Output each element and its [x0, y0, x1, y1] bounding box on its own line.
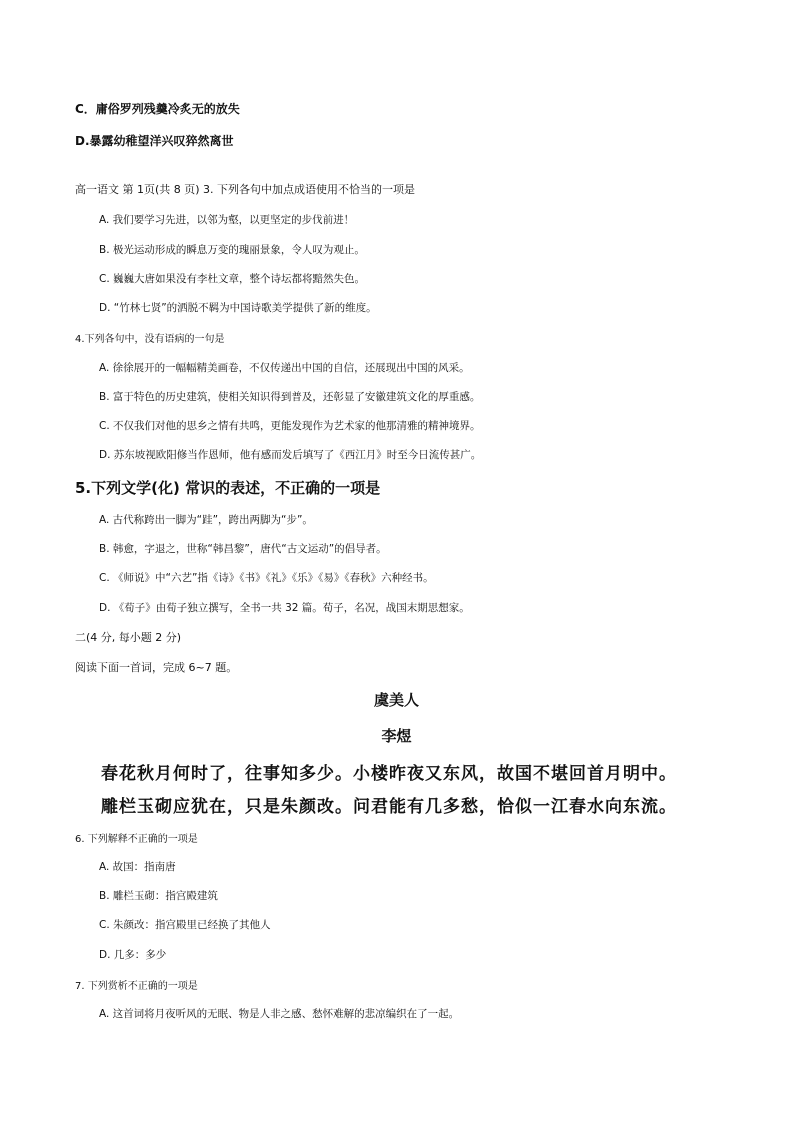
- q6-option-a: A. 故国：指南唐: [99, 861, 176, 873]
- q3-option-b: B. 极光运动形成的瞬息万变的瑰丽景象，令人叹为观止。: [99, 244, 365, 256]
- q4-option-d: D. 苏东坡视欧阳修当作恩师，他有感而发后填写了《西江月》时至今日流传甚广。: [99, 449, 482, 461]
- q7-option-a: A. 这首词将月夜听风的无眠、物是人非之感、愁怀难解的悲凉编织在了一起。: [99, 1008, 460, 1020]
- option-d-prev: D.暴露幼稚望洋兴叹猝然离世: [75, 134, 234, 148]
- q3-option-d: D. “竹林七贤”的洒脱不羁为中国诗歌美学提供了新的维度。: [99, 302, 377, 314]
- q6-option-d: D. 几多：多少: [99, 949, 167, 961]
- section-2-instruction: 阅读下面一首词，完成 6~7 题。: [75, 661, 238, 674]
- q4-option-c: C. 不仅我们对他的思乡之情有共鸣，更能发现作为艺术家的他那清雅的精神境界。: [99, 420, 481, 432]
- option-c-prev: C．庸俗罗列残羹冷炙无的放失: [75, 102, 240, 116]
- page-footer-and-question-3: 高一语文 第 1页(共 8 页) 3. 下列各句中加点成语使用不恰当的一项是: [75, 183, 416, 196]
- question-5-stem: 5.下列文学(化) 常识的表述，不正确的一项是: [75, 479, 381, 497]
- section-2-heading: 二(4 分, 每小题 2 分): [75, 631, 182, 644]
- question-6-stem: 6. 下列解释不正确的一项是: [75, 834, 198, 845]
- poem-author: 李煜: [381, 727, 412, 745]
- q5-option-d: D. 《荀子》由荀子独立撰写，全书一共 32 篇。荀子，名况，战国末期思想家。: [99, 602, 470, 614]
- poem-line-1: 春花秋月何时了，往事知多少。小楼昨夜又东风，故国不堪回首月明中。: [101, 764, 677, 784]
- q4-option-a: A. 徐徐展开的一幅幅精美画卷，不仅传递出中国的自信，还展现出中国的风采。: [99, 362, 470, 374]
- q6-option-b: B. 雕栏玉砌：指宫殿建筑: [99, 890, 218, 902]
- question-7-stem: 7. 下列赏析不正确的一项是: [75, 981, 198, 992]
- q4-option-b: B. 富于特色的历史建筑，使相关知识得到普及，还彰显了安徽建筑文化的厚重感。: [99, 391, 481, 403]
- poem-title: 虞美人: [373, 691, 419, 709]
- question-4-stem: 4.下列各句中，没有语病的一句是: [75, 334, 225, 345]
- q5-option-c: C. 《师说》中“六艺”指《诗》《书》《礼》《乐》《易》《春秋》六种经书。: [99, 572, 434, 584]
- q5-option-a: A. 古代称跨出一脚为“跬”，跨出两脚为“步”。: [99, 514, 313, 526]
- poem-line-2: 雕栏玉砌应犹在，只是朱颜改。问君能有几多愁，恰似一江春水向东流。: [101, 797, 677, 817]
- q6-option-c: C. 朱颜改：指宫殿里已经换了其他人: [99, 919, 271, 931]
- q3-option-c: C. 巍巍大唐如果没有李杜文章，整个诗坛都将黯然失色。: [99, 273, 366, 285]
- q5-option-b: B. 韩愈，字退之，世称“韩昌黎”，唐代“古文运动”的倡导者。: [99, 543, 387, 555]
- q3-option-a: A. 我们要学习先进，以邻为壑，以更坚定的步伐前进！: [99, 214, 355, 226]
